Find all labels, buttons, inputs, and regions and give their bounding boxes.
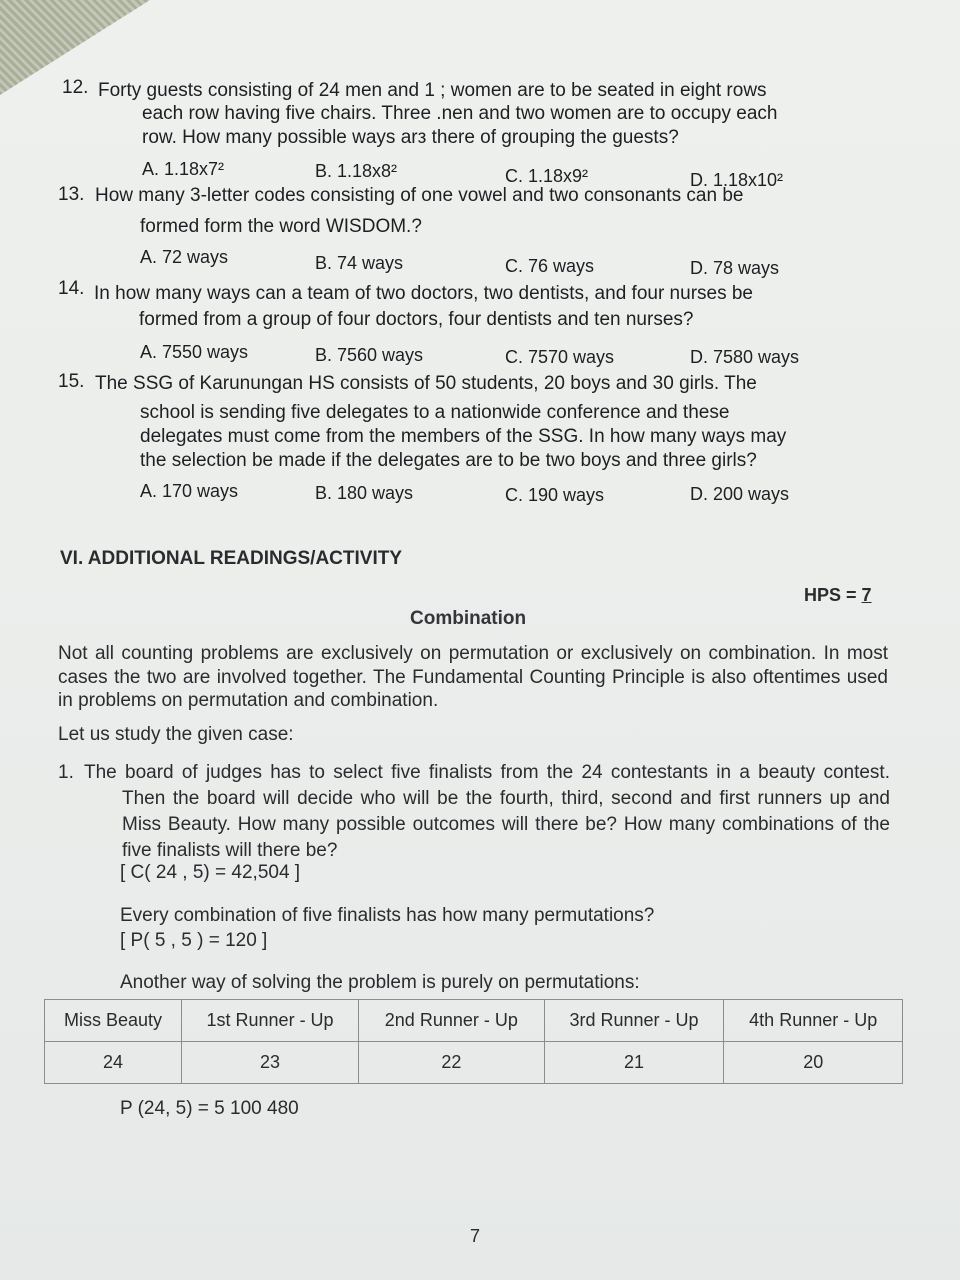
permutation-question: Every combination of five finalists has how many permutations? bbox=[120, 905, 655, 926]
hps-text: HPS = bbox=[804, 585, 862, 605]
question-text-line: How many 3-letter codes consisting of one vowel and two consonants can be bbox=[95, 185, 744, 206]
final-result: P (24, 5) = 5 100 480 bbox=[120, 1098, 299, 1119]
question-text-line: the selection be made if the delegates are to be two boys and three girls? bbox=[140, 450, 757, 471]
choice-15d: D. 200 ways bbox=[690, 484, 790, 504]
study-prompt: Let us study the given case: bbox=[58, 724, 294, 745]
choice-14a: A. 7550 ways bbox=[140, 342, 249, 362]
table-header-row bbox=[45, 1000, 903, 1042]
case-item bbox=[58, 760, 890, 864]
choice-14c: C. 7570 ways bbox=[505, 347, 615, 367]
question-text-line: formed form the word WISDOM.? bbox=[140, 216, 422, 237]
question-12 bbox=[62, 76, 942, 166]
choice-14d: D. 7580 ways bbox=[690, 347, 800, 367]
question-15 bbox=[58, 370, 938, 480]
choice-12a: A. 1.18x7² bbox=[142, 159, 225, 179]
table-cell: 23 bbox=[181, 1042, 358, 1084]
question-text-line: school is sending five delegates to a nationwide conference and these bbox=[140, 402, 730, 423]
question-text-line: The SSG of Karunungan HS consists of 50 students, 20 boys and 30 girls. The bbox=[95, 373, 757, 394]
question-13 bbox=[58, 183, 938, 243]
page-number: 7 bbox=[470, 1226, 481, 1246]
question-number: 14. bbox=[58, 278, 85, 299]
question-text-line: delegates must come from the members of the SSG. In how many ways may bbox=[140, 426, 787, 447]
permutation-result: [ P( 5 , 5 ) = 120 ] bbox=[120, 930, 268, 951]
choice-13a: A. 72 ways bbox=[140, 247, 229, 267]
alternative-intro: Another way of solving the problem is purely on permutations: bbox=[120, 972, 640, 993]
choice-13b: B. 74 ways bbox=[315, 253, 404, 273]
combination-result: [ C( 24 , 5) = 42,504 ] bbox=[120, 862, 301, 883]
table-cell: 22 bbox=[359, 1042, 544, 1084]
table-header-cell: 1st Runner - Up bbox=[181, 1000, 358, 1042]
choice-13c: C. 76 ways bbox=[505, 256, 595, 276]
choice-15c: C. 190 ways bbox=[505, 485, 605, 505]
question-number: 13. bbox=[58, 184, 85, 205]
case-number: 1. bbox=[58, 762, 74, 783]
choice-15b: B. 180 ways bbox=[315, 483, 414, 503]
question-text-line: each row having five chairs. Three .nen and two women are to occupy each bbox=[142, 103, 778, 124]
choice-15a: A. 170 ways bbox=[140, 481, 239, 501]
choice-12d: D. 1.18x10² bbox=[690, 170, 784, 190]
choice-12c: C. 1.18x9² bbox=[505, 166, 589, 186]
intro-paragraph: Not all counting problems are exclusively on permutation or exclusively on combination. In most cases the two are involved together. The Fundamental Counting Principle is also oftentimes used in problems on permutation and combination. bbox=[58, 643, 888, 711]
table-row bbox=[45, 1042, 903, 1084]
table-header-cell: 2nd Runner - Up bbox=[359, 1000, 544, 1042]
table-header-cell: Miss Beauty bbox=[45, 1000, 182, 1042]
question-text-line: In how many ways can a team of two doctors, two dentists, and four nurses be bbox=[94, 283, 753, 304]
choice-13d: D. 78 ways bbox=[690, 258, 780, 278]
choice-12b: B. 1.18x8² bbox=[315, 161, 398, 181]
question-number: 15. bbox=[58, 371, 85, 392]
table-header-cell: 4th Runner - Up bbox=[724, 1000, 903, 1042]
hps-value: 7 bbox=[861, 585, 872, 605]
question-number: 12. bbox=[62, 77, 89, 98]
topic-title: Combination bbox=[410, 608, 527, 629]
runners-table bbox=[44, 999, 903, 1084]
question-text-line: formed from a group of four doctors, four dentists and ten nurses? bbox=[139, 309, 694, 330]
case-text: The board of judges has to select five finalists from the 24 contestants in a beauty contest. Then the board will decide who will be the fourth, third, second and first runners up and Miss Beauty. How many possible outcomes will there be? How many combinations of the five finalists will there be? bbox=[84, 762, 890, 861]
question-text-line: row. How many possible ways arз there of grouping the guests? bbox=[142, 127, 679, 148]
choice-14b: B. 7560 ways bbox=[315, 345, 424, 365]
section-heading: VI. ADDITIONAL READINGS/ACTIVITY bbox=[60, 548, 403, 569]
question-14 bbox=[58, 277, 938, 337]
table-cell: 21 bbox=[544, 1042, 724, 1084]
table-header-cell: 3rd Runner - Up bbox=[544, 1000, 724, 1042]
question-text-line: Forty guests consisting of 24 men and 1 ; women are to be seated in eight rows bbox=[98, 80, 767, 101]
table-cell: 20 bbox=[724, 1042, 903, 1084]
hps-label bbox=[804, 585, 872, 606]
table-cell: 24 bbox=[45, 1042, 182, 1084]
